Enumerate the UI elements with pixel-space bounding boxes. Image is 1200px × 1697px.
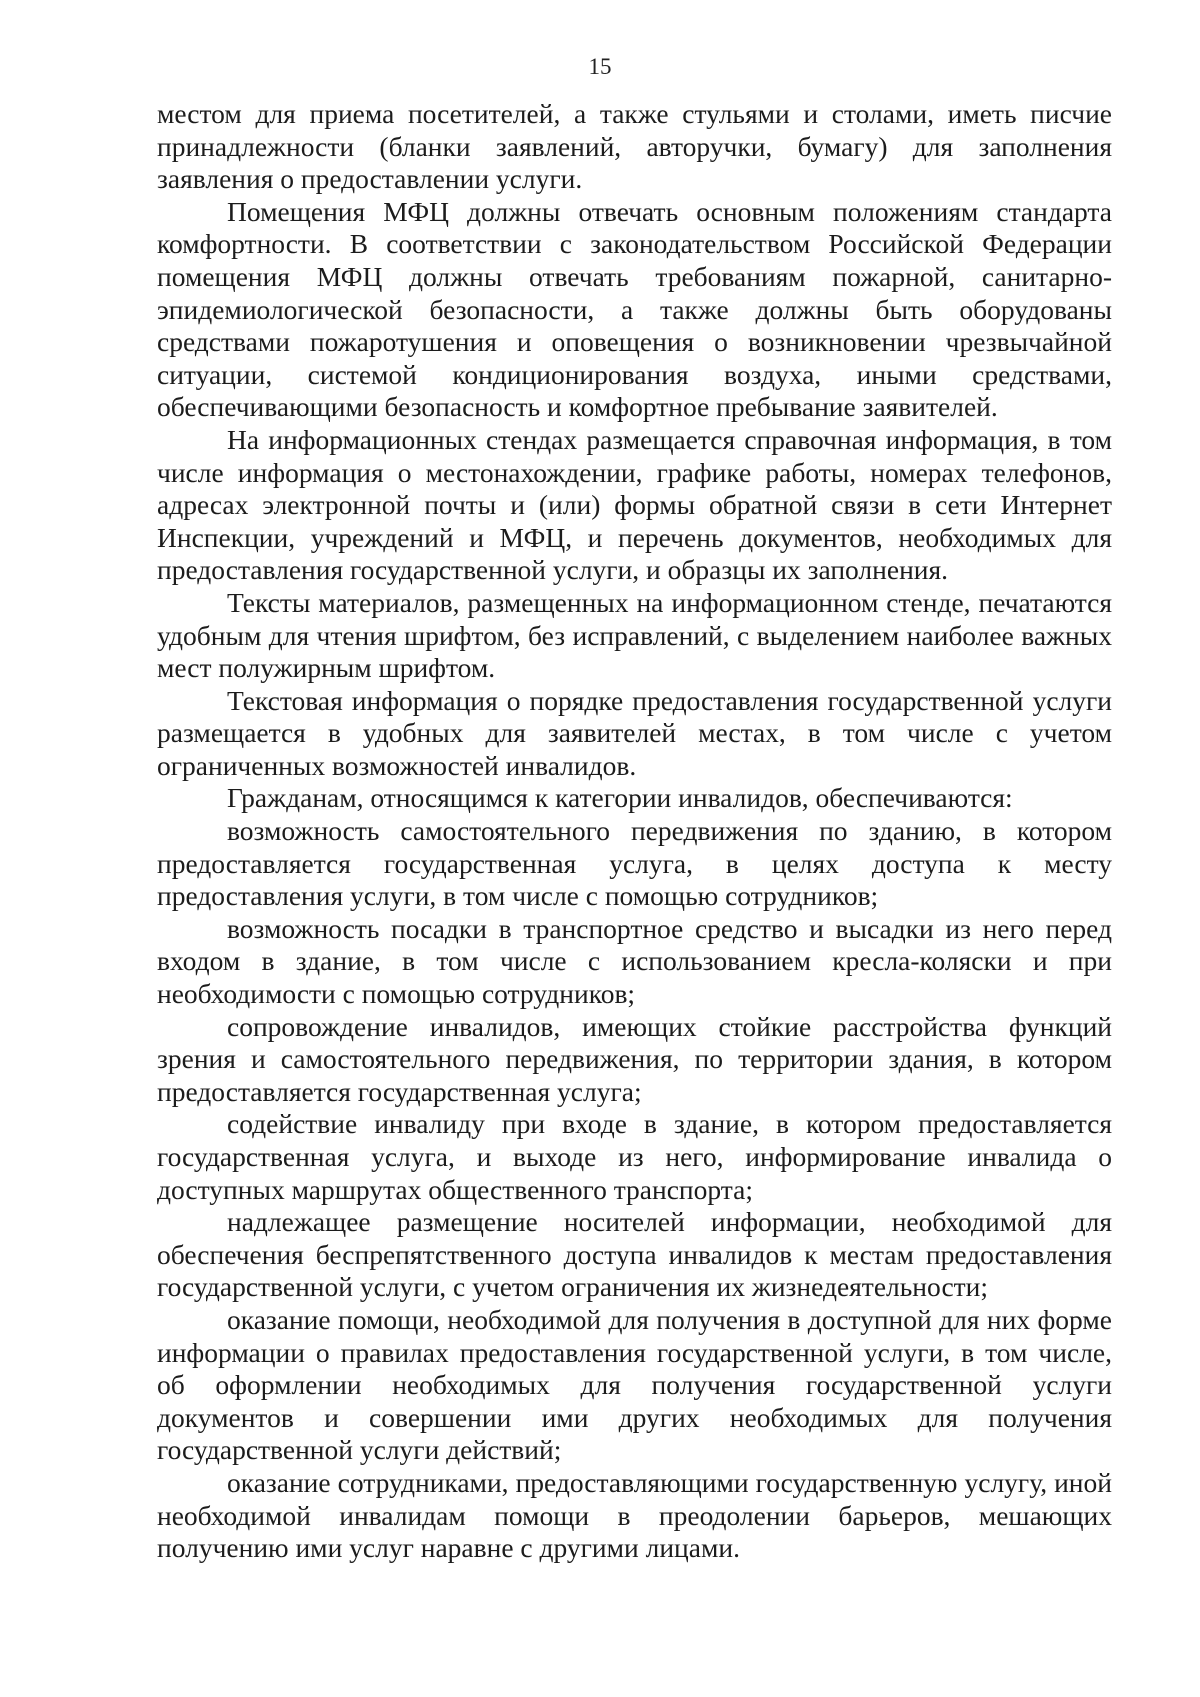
list-item-staff-help: оказание сотрудниками, предоставляющими государственную услугу, иной необходимой инвалидам помощи в преодолении барьеров, мешающих получению ими услуг наравне с другими лицами. — [157, 1466, 1112, 1564]
paragraph-materials-texts: Тексты материалов, размещенных на информационном стенде, печатаются удобным для чтения шрифтом, без исправлений, с выделением наиболее важных мест полужирным шрифтом. — [157, 586, 1112, 684]
list-item-info-carriers: надлежащее размещение носителей информации, необходимой для обеспечения беспрепятственного доступа инвалидов к местам предоставления государственной услуги, с учетом ограничения их жизнедеятельности; — [157, 1206, 1112, 1303]
page-number: 15 — [588, 54, 612, 79]
paragraph-text-info: Текстовая информация о порядке предоставления государственной услуги размещается в удобных для заявителей местах, в том числе с учетом ограниченных возможностей инвалидов. — [157, 684, 1112, 781]
paragraph-disabled-citizens: Гражданам, относящимся к категории инвалидов, обеспечиваются: — [227, 782, 1013, 814]
list-item-info-help: оказание помощи, необходимой для получения в доступной для них форме информации о правилах предоставления государственной услуги, в том числе, об оформлении необходимых для получения государственной услуги документов и совершении ими других необходимых для получения государственной услуги действий; — [157, 1303, 1112, 1466]
list-item-escort: сопровождение инвалидов, имеющих стойкие расстройства функций зрения и самостоятельного передвижения, по территории здания, в котором предоставляется государственная услуга; — [157, 1010, 1112, 1107]
paragraph-info-stands: На информационных стендах размещается справочная информация, в том числе информация о местонахождении, графике работы, номерах телефонов, адресах электронной почты и (или) формы обратной связи в сети Интернет Инспекции, учреждений и МФЦ, и перечень документов, необходимых для предоставления государственной услуги, и образцы их заполнения. — [157, 423, 1112, 586]
paragraph-mfc-premises: Помещения МФЦ должны отвечать основным положениям стандарта комфортности. В соответствии с законодательством Российской Федерации помещения МФЦ должны отвечать требованиям пожарной, санитарно-эпидемиологической безопасности, а также должны быть оборудованы средствами пожаротушения и оповещения о возникновении чрезвычайной ситуации, системой кондиционирования воздуха, иными средствами, обеспечивающими безопасность и комфортное пребывание заявителей. — [157, 195, 1112, 423]
list-item-entry-assistance: содействие инвалиду при входе в здание, в котором предоставляется государственная услуга, и выходе из него, информирование инвалида о доступных маршрутах общественного транспорта; — [157, 1108, 1112, 1205]
list-item-transport: возможность посадки в транспортное средство и высадки из него перед входом в здание, в том числе с использованием кресла-коляски и при необходимости с помощью сотрудников; — [157, 912, 1112, 1010]
list-item-movement: возможность самостоятельного передвижения по зданию, в котором предоставляется государственная услуга, в целях доступа к месту предоставления услуги, в том числе с помощью сотрудников; — [157, 815, 1112, 912]
document-body — [157, 98, 1112, 1565]
paragraph-continuation: местом для приема посетителей, а также стульями и столами, иметь писчие принадлежности (бланки заявлений, авторучки, бумагу) для заполнения заявления о предоставлении услуги. — [157, 98, 1112, 195]
